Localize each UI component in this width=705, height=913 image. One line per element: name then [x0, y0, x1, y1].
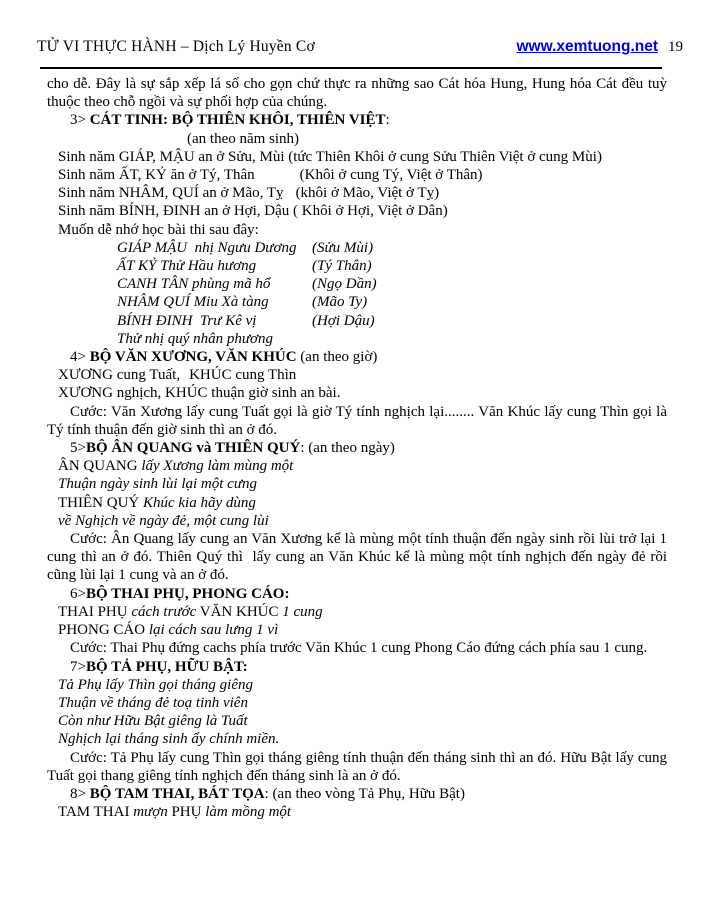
- section-6-note-paragraph: Cước: Thai Phụ đứng cachs phía trước Văn Khúc 1 cung Phong Cáo đứng cách phía sau 1 cung.: [70, 640, 648, 657]
- section-6-heading: 6>BỘ THAI PHỤ, PHONG CÁO:: [70, 585, 290, 602]
- mnemonic-verse-line: [117, 257, 667, 275]
- section-3-subnote: (an theo năm sinh): [187, 130, 300, 147]
- verse-text: NHÂM QUÍ Miu Xà tàng: [117, 294, 269, 311]
- header-right-group: [516, 37, 683, 57]
- section-4-note-paragraph: Cước: Văn Xương lấy cung Tuất gọi là giờ Tý tính nghịch lại........ Văn Khúc lấy cung Thìn gọi là Tý tính thuận đến giờ sinh thì an ở đó.: [47, 403, 667, 438]
- mnemonic-verse-line: [117, 239, 667, 257]
- header-divider: [40, 67, 662, 69]
- verse-text: BÍNH ĐINH Trư Kê vị: [117, 312, 257, 329]
- section-5-verse-line: ÂN QUANG lấy Xương làm mùng một: [58, 458, 294, 475]
- section-7-note-paragraph: Cước: Tả Phụ lấy cung Thìn gọi tháng giêng tính thuận đến tháng sinh thì an đó. Hữu Bật lấy cung Tuất gọi thang giêng tính nghịch đến tháng sinh là an ở đó.: [47, 749, 667, 784]
- mnemonic-verse-line: [117, 312, 667, 330]
- section-7-verse-line: Nghịch lại tháng sinh ấy chính miền.: [58, 731, 280, 748]
- verse-note: (Hợi Dậu): [312, 312, 375, 329]
- mnemonic-intro-line: Muốn dễ nhớ học bài thi sau đây:: [58, 221, 259, 238]
- section-7-verse-line: Tả Phụ lấy Thìn gọi tháng giêng: [58, 676, 253, 693]
- book-title: TỬ VI THỰC HÀNH – Dịch Lý Huyền Cơ: [37, 38, 315, 55]
- section-8-verse-line: TAM THAI mượn PHỤ làm mồng một: [58, 804, 292, 821]
- section-5-verse-line: về Nghịch về ngày đẻ, một cung lùi: [58, 512, 269, 529]
- verse-text: Thử nhị quý nhân phương: [117, 330, 274, 347]
- verse-text: GIÁP MẬU nhị Ngưu Dương: [117, 239, 297, 256]
- birth-year-rule-line: Sinh năm NHÂM, QUÍ an ở Mão, Tỵ (khôi ở Mão, Việt ở Tỵ): [58, 185, 440, 202]
- page-number: 19: [668, 39, 683, 55]
- mnemonic-verse-line: [117, 330, 667, 348]
- verse-note: (Ngọ Dần): [312, 276, 377, 293]
- section-6-rule-line: PHONG CÁO lại cách sau lưng 1 vì: [58, 622, 279, 639]
- section-7-verse-line: Còn như Hữu Bật giêng là Tuất: [58, 713, 248, 730]
- mnemonic-verse-line: [117, 275, 667, 293]
- verse-text: CANH TÂN phùng mã hổ: [117, 276, 271, 293]
- section-3-heading: 3> CÁT TINH: BỘ THIÊN KHÔI, THIÊN VIỆT:: [70, 112, 390, 129]
- section-5-verse-line: Thuận ngày sinh lùi lại một cưng: [58, 476, 258, 493]
- birth-year-rule-line: Sinh năm BÍNH, ĐINH an ở Hợi, Dậu ( Khôi ở Hợi, Việt ở Dân): [58, 203, 448, 220]
- section-6-rule-line: THAI PHỤ cách trước VĂN KHÚC 1 cung: [58, 603, 323, 620]
- section-5-note-paragraph: Cước: Ân Quang lấy cung an Văn Xương kể là mùng một tính thuận đến ngày sinh rồi lùi trở lại 1 cung thì an ở đó. Thiên Quý thì lấy cung an Văn Khúc kể là mùng một tính nghịch đến ngày đẻ rồi cũng lùi lại 1 cung và an ở đó.: [47, 531, 667, 584]
- intro-paragraph: cho dễ. Đây là sự sắp xếp lá số cho gọn chứ thực ra những sao Cát hóa Hung, Hung hóa Cát đều tuỳ thuộc theo chỗ ngồi và sự phối hợp của chúng.: [47, 76, 667, 111]
- verse-note: (Mão Ty): [312, 294, 368, 311]
- mnemonic-verse-line: [117, 293, 667, 311]
- page-header: [37, 0, 683, 57]
- verse-text: ẤT KỶ Thử Hầu hương: [117, 258, 257, 275]
- section-4-rule-line: XƯƠNG cung Tuất, KHÚC cung Thìn: [58, 367, 297, 384]
- section-5-verse-line: THIÊN QUÝ Khúc kia hãy dùng: [58, 494, 256, 511]
- birth-year-rule-line: Sinh năm ẤT, KỶ ăn ở Tý, Thân (Khôi ở cung Tý, Việt ở Thân): [58, 167, 483, 184]
- section-5-heading: 5>BỘ ÂN QUANG và THIÊN QUÝ: (an theo ngày): [70, 440, 395, 457]
- section-7-heading: 7>BỘ TẢ PHỤ, HỮU BẬT:: [70, 658, 248, 675]
- section-4-rule-line: XƯƠNG nghịch, KHÚC thuận giờ sinh an bài.: [58, 385, 341, 402]
- verse-note: (Sửu Mùi): [312, 239, 374, 256]
- birth-year-rule-line: Sinh năm GIÁP, MẬU an ở Sửu, Mùi (tức Thiên Khôi ở cung Sửu Thiên Việt ở cung Mùi): [58, 148, 602, 165]
- section-8-heading: 8> BỘ TAM THAI, BÁT TỌA: (an theo vòng Tả Phụ, Hữu Bật): [70, 785, 465, 802]
- section-7-verse-line: Thuận về tháng đẻ toạ tinh viên: [58, 694, 248, 711]
- verse-note: (Tý Thân): [312, 258, 372, 275]
- website-link[interactable]: www.xemtuong.net: [516, 38, 658, 55]
- page-body: [47, 75, 667, 821]
- section-4-heading: 4> BỘ VĂN XƯƠNG, VĂN KHÚC (an theo giờ): [70, 349, 378, 366]
